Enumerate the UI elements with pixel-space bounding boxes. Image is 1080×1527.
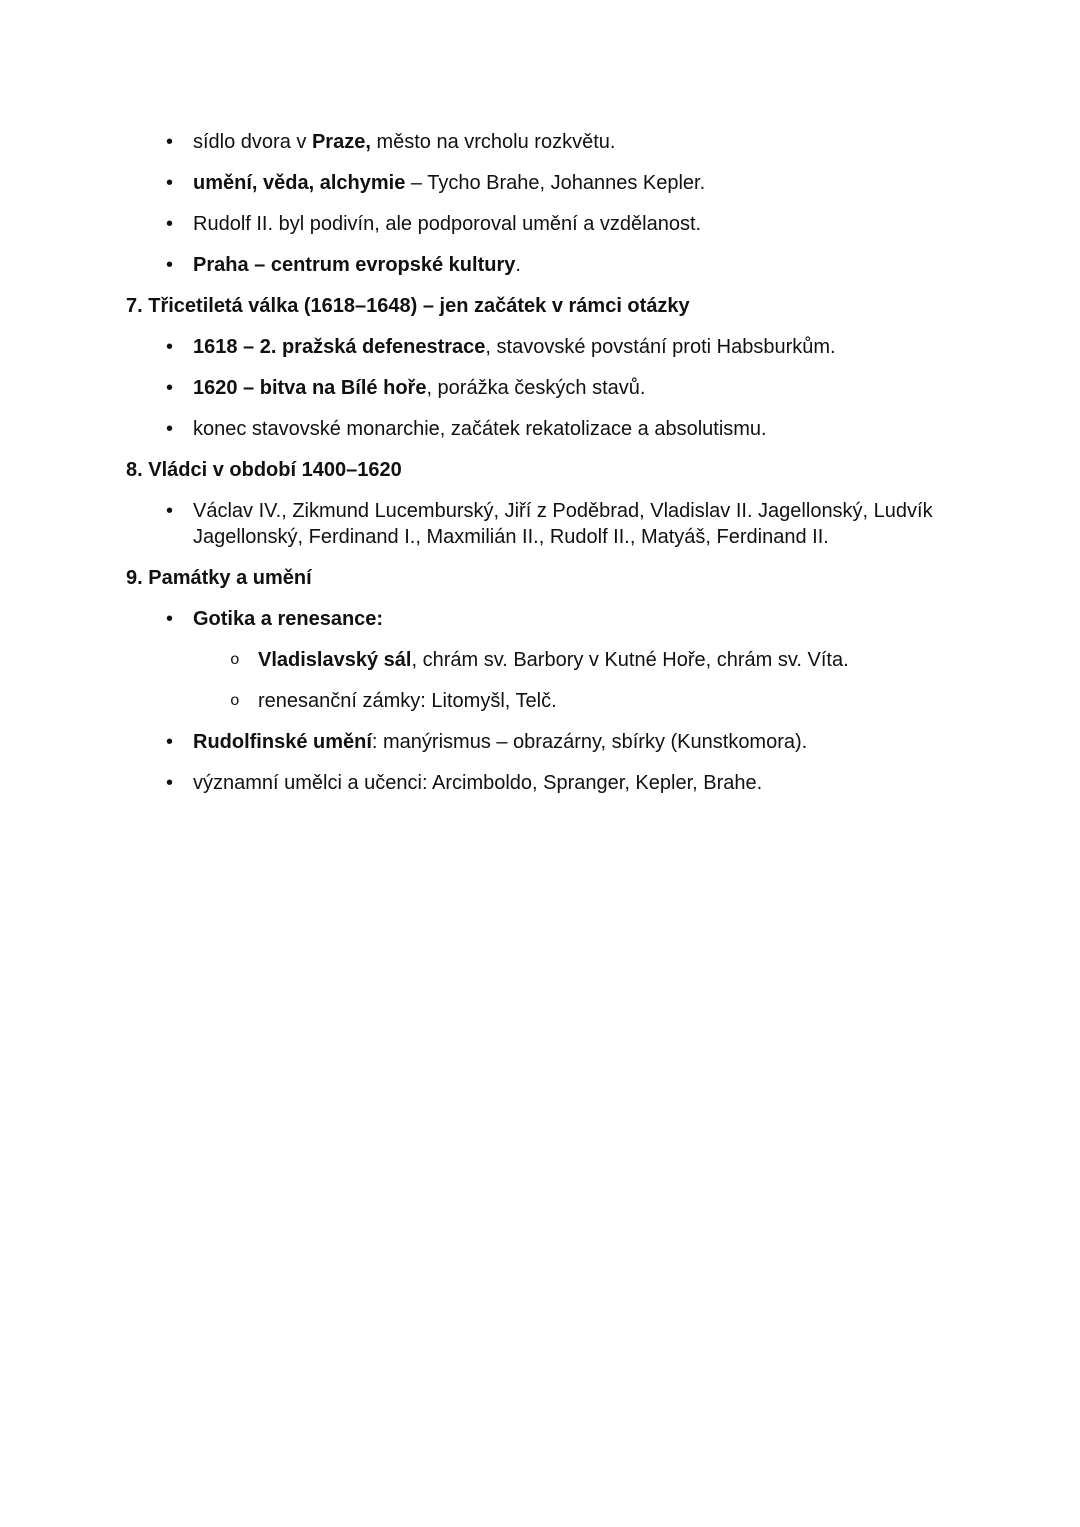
disc-bullet-marker: • xyxy=(166,131,174,153)
text-run: Vladislavský sál xyxy=(258,649,412,671)
text-run: – Tycho Brahe, Johannes Kepler. xyxy=(405,172,706,194)
text-run: Václav IV., Zikmund Lucemburský, Jiří z Poděbrad, Vladislav II. Jagellonský, Ludvík Jagellonský, Ferdinand I., Maxmilián II., Rudolf II., Matyáš, Ferdinand II. xyxy=(193,500,933,548)
text-run: 1620 – bitva na Bílé hoře xyxy=(193,377,427,399)
bullet-item xyxy=(126,729,954,755)
text-run: Gotika a renesance: xyxy=(193,608,384,630)
circle-bullet-marker: o xyxy=(230,692,240,710)
disc-bullet-marker: • xyxy=(166,254,174,276)
disc-bullet-marker: • xyxy=(166,772,174,794)
bullet-item xyxy=(126,170,954,196)
disc-bullet-marker: • xyxy=(166,336,174,358)
text-run: , chrám sv. Barbory v Kutné Hoře, chrám sv. Víta. xyxy=(411,649,849,671)
section-heading xyxy=(126,565,954,591)
text-run: renesanční zámky: Litomyšl, Telč. xyxy=(258,690,557,712)
text-run: 1618 – 2. pražská defenestrace xyxy=(193,336,486,358)
sub-bullet-item xyxy=(126,647,954,673)
section-heading xyxy=(126,293,954,319)
text-run: 9. Památky a umění xyxy=(126,567,312,589)
text-run: sídlo dvora v xyxy=(193,131,312,153)
text-run: Praze, xyxy=(311,131,371,153)
bullet-item xyxy=(126,770,954,796)
text-run: významní umělci a učenci: Arcimboldo, Spranger, Kepler, Brahe. xyxy=(193,772,763,794)
disc-bullet-marker: • xyxy=(166,608,174,630)
document-content xyxy=(0,129,1080,811)
disc-bullet-marker: • xyxy=(166,418,174,440)
disc-bullet-marker: • xyxy=(166,213,174,235)
text-run: Praha – centrum evropské kultury xyxy=(193,254,516,276)
disc-bullet-marker: • xyxy=(166,500,174,522)
text-run: , porážka českých stavů. xyxy=(426,377,646,399)
text-run: , stavovské povstání proti Habsburkům. xyxy=(485,336,836,358)
bullet-item xyxy=(126,334,954,360)
bullet-item xyxy=(126,129,954,155)
circle-bullet-marker: o xyxy=(230,651,240,669)
text-run: 7. Třicetiletá válka (1618–1648) – jen začátek v rámci otázky xyxy=(126,295,690,317)
bullet-item xyxy=(126,498,954,550)
bullet-item xyxy=(126,211,954,237)
text-run: umění, věda, alchymie xyxy=(193,172,406,194)
text-run: Rudolfinské umění xyxy=(193,731,372,753)
bullet-item xyxy=(126,416,954,442)
disc-bullet-marker: • xyxy=(166,377,174,399)
text-run: . xyxy=(515,254,521,276)
sub-bullet-item xyxy=(126,688,954,714)
text-run: : manýrismus – obrazárny, sbírky (Kunstkomora). xyxy=(371,731,808,753)
bullet-item xyxy=(126,606,954,632)
disc-bullet-marker: • xyxy=(166,172,174,194)
text-run: Rudolf II. byl podivín, ale podporoval umění a vzdělanost. xyxy=(193,213,702,235)
text-run: konec stavovské monarchie, začátek rekatolizace a absolutismu. xyxy=(193,418,767,440)
text-run: 8. Vládci v období 1400–1620 xyxy=(126,459,402,481)
bullet-item xyxy=(126,375,954,401)
disc-bullet-marker: • xyxy=(166,731,174,753)
section-heading xyxy=(126,457,954,483)
text-run: město na vrcholu rozkvětu. xyxy=(370,131,616,153)
bullet-item xyxy=(126,252,954,278)
